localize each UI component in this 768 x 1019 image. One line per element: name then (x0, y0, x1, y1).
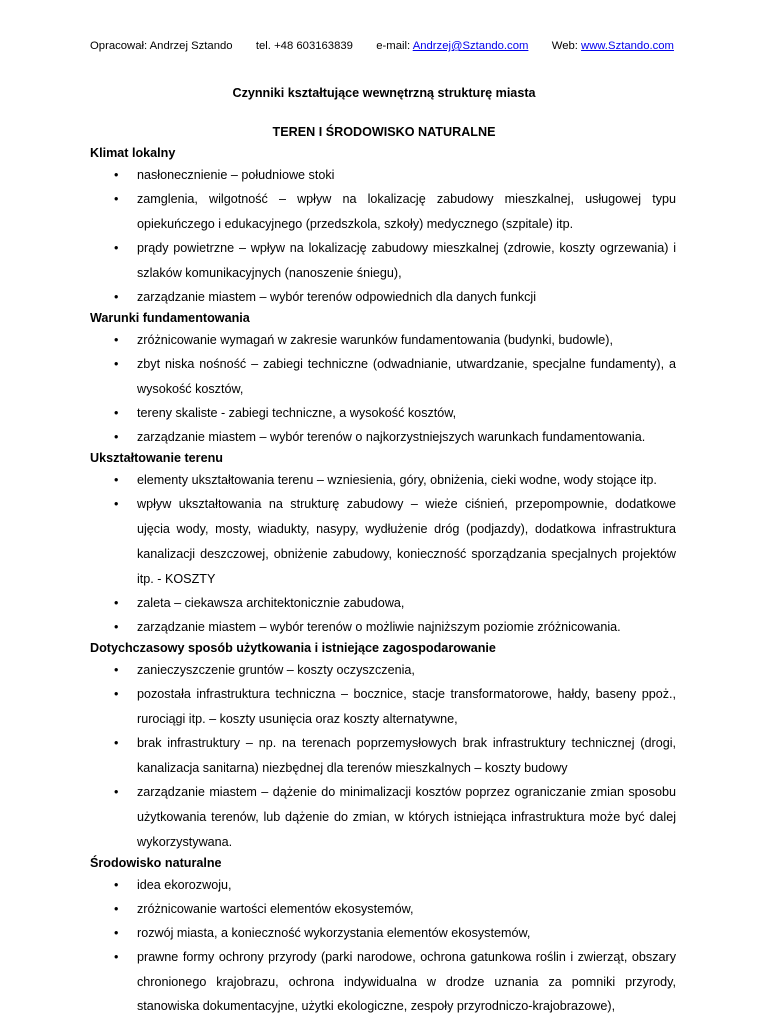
bullet-list (90, 328, 676, 450)
list-item (90, 921, 676, 946)
list-item-text: pozostała infrastruktura techniczna – bocznice, stacje transformatorowe, hałdy, baseny ppoż., rurociągi itp. – koszty usunięcia oraz koszty alternatywne, (137, 687, 676, 726)
bullet-icon: • (114, 785, 119, 799)
section-heading: Klimat lokalny (90, 146, 176, 160)
section-terrain (90, 449, 676, 640)
section-heading: Środowisko naturalne (90, 856, 222, 870)
web-link[interactable]: www.Sztando.com (581, 40, 674, 52)
list-item-text: zarządzanie miastem – wybór terenów o możliwie najniższym poziomie zróżnicowania. (137, 620, 621, 634)
list-item-text: nasłonecznienie – południowe stoki (137, 168, 335, 182)
section-heading: Warunki fundamentowania (90, 311, 250, 325)
bullet-icon: • (114, 663, 119, 677)
list-item (90, 425, 676, 450)
list-item (90, 468, 676, 493)
list-item-text: rozwój miasta, a konieczność wykorzystania elementów ekosystemów, (137, 926, 531, 940)
document-body (90, 144, 676, 1018)
bullet-icon: • (114, 596, 119, 610)
section-climate (90, 144, 676, 310)
bullet-list (90, 658, 676, 855)
list-item-text: zarządzanie miastem – wybór terenów odpowiednich dla danych funkcji (137, 290, 537, 304)
bullet-icon: • (114, 333, 119, 347)
list-item-text: zróżnicowanie wymagań w zakresie warunków fundamentowania (budynki, budowle), (137, 333, 614, 347)
list-item (90, 873, 676, 898)
list-item (90, 945, 676, 1019)
bullet-icon: • (114, 950, 119, 964)
list-item (90, 163, 676, 188)
list-item (90, 401, 676, 426)
bullet-icon: • (114, 620, 119, 634)
list-item-text: idea ekorozwoju, (137, 878, 232, 892)
list-item (90, 658, 676, 683)
list-item (90, 492, 676, 592)
list-item-text: zbyt niska nośność – zabiegi techniczne (odwadnianie, utwardzanie, specjalne fundamenty), a wysokość kosztów, (137, 357, 676, 396)
list-item-text: wpływ ukształtowania na strukturę zabudowy – wieże ciśnień, przepompownie, dodatkowe ujęcia wody, mosty, wiadukty, nasypy, wydłużenie dróg (podjazdy), dodatkowa infrastruktura kanalizacji deszczowej, obniżenie zabudowy, konieczność sporządzania specjalnych projektów itp. - KOSZTY (137, 497, 676, 586)
bullet-icon: • (114, 241, 119, 255)
list-item-text: prądy powietrzne – wpływ na lokalizację zabudowy mieszkalnej (zdrowie, koszty ogrzewania) i szlaków komunikacyjnych (nanoszenie śniegu), (137, 241, 676, 280)
list-item-text: elementy ukształtowania terenu – wzniesienia, góry, obniżenia, cieki wodne, wody stojące itp. (137, 473, 657, 487)
section-heading: Ukształtowanie terenu (90, 451, 223, 465)
list-item-text: prawne formy ochrony przyrody (parki narodowe, ochrona gatunkowa roślin i zwierząt, obszary chronionego krajobrazu, ochrona indywidualna w drodze uznania za pomniki przyrody, stanowiska dokumentacyjne, użytki ekologiczne, zespoły przyrodniczo-krajobrazowe), (137, 950, 676, 1013)
bullet-icon: • (114, 736, 119, 750)
bullet-icon: • (114, 473, 119, 487)
header-web (552, 40, 674, 52)
bullet-icon: • (114, 290, 119, 304)
section-heading: Dotychczasowy sposób użytkowania i istniejące zagospodarowanie (90, 641, 496, 655)
bullet-icon: • (114, 902, 119, 916)
list-item-text: zarządzanie miastem – wybór terenów o najkorzystniejszych warunkach fundamentowania. (137, 430, 646, 444)
section-land-use (90, 639, 676, 855)
header-author: Opracował: Andrzej Sztando (90, 40, 233, 52)
header-web-label: Web: (551, 40, 582, 52)
bullet-icon: • (114, 687, 119, 701)
header-email-label: e-mail: (376, 40, 413, 52)
section-title: TEREN I ŚRODOWISKO NATURALNE (272, 125, 496, 139)
bullet-list (90, 163, 676, 310)
header-email (376, 40, 528, 52)
list-item-text: zaleta – ciekawsza architektonicznie zabudowa, (137, 596, 405, 610)
bullet-icon: • (114, 430, 119, 444)
bullet-icon: • (114, 406, 119, 420)
list-item (90, 236, 676, 286)
list-item-text: brak infrastruktury – np. na terenach poprzemysłowych brak infrastruktury technicznej (drogi, kanalizacja sanitarna) niezbędnej dla terenów mieszkalnych – koszty budowy (137, 736, 676, 775)
email-link[interactable]: Andrzej@Sztando.com (412, 40, 529, 52)
page-header (90, 40, 674, 52)
bullet-list (90, 873, 676, 1019)
list-item (90, 328, 676, 353)
list-item (90, 187, 676, 237)
bullet-icon: • (114, 497, 119, 511)
list-item (90, 897, 676, 922)
header-phone: tel. +48 603163839 (255, 40, 353, 52)
list-item-text: zróżnicowanie wartości elementów ekosystemów, (137, 902, 414, 916)
list-item-text: zamglenia, wilgotność – wpływ na lokalizację zabudowy mieszkalnej, usługowej typu opiekuńczego i edukacyjnego (przedszkola, szkoły) medycznego (szpitale) itp. (137, 192, 676, 231)
list-item (90, 780, 676, 855)
bullet-list (90, 468, 676, 640)
list-item (90, 682, 676, 732)
list-item (90, 731, 676, 781)
bullet-icon: • (114, 878, 119, 892)
list-item-text: tereny skaliste - zabiegi techniczne, a wysokość kosztów, (137, 406, 457, 420)
bullet-icon: • (114, 192, 119, 206)
list-item-text: zarządzanie miastem – dążenie do minimalizacji kosztów poprzez ograniczanie zmian sposobu użytkowania terenów, lub dążenie do zmian, w których istniejąca infrastruktura może być dalej wykorzystywana. (137, 785, 676, 849)
document-title: Czynniki kształtujące wewnętrzną strukturę miasta (232, 86, 536, 100)
list-item (90, 352, 676, 402)
list-item (90, 285, 676, 310)
list-item (90, 615, 676, 640)
section-foundation (90, 309, 676, 450)
bullet-icon: • (114, 357, 119, 371)
list-item-text: zanieczyszczenie gruntów – koszty oczyszczenia, (137, 663, 415, 677)
bullet-icon: • (114, 926, 119, 940)
list-item (90, 591, 676, 616)
bullet-icon: • (114, 168, 119, 182)
